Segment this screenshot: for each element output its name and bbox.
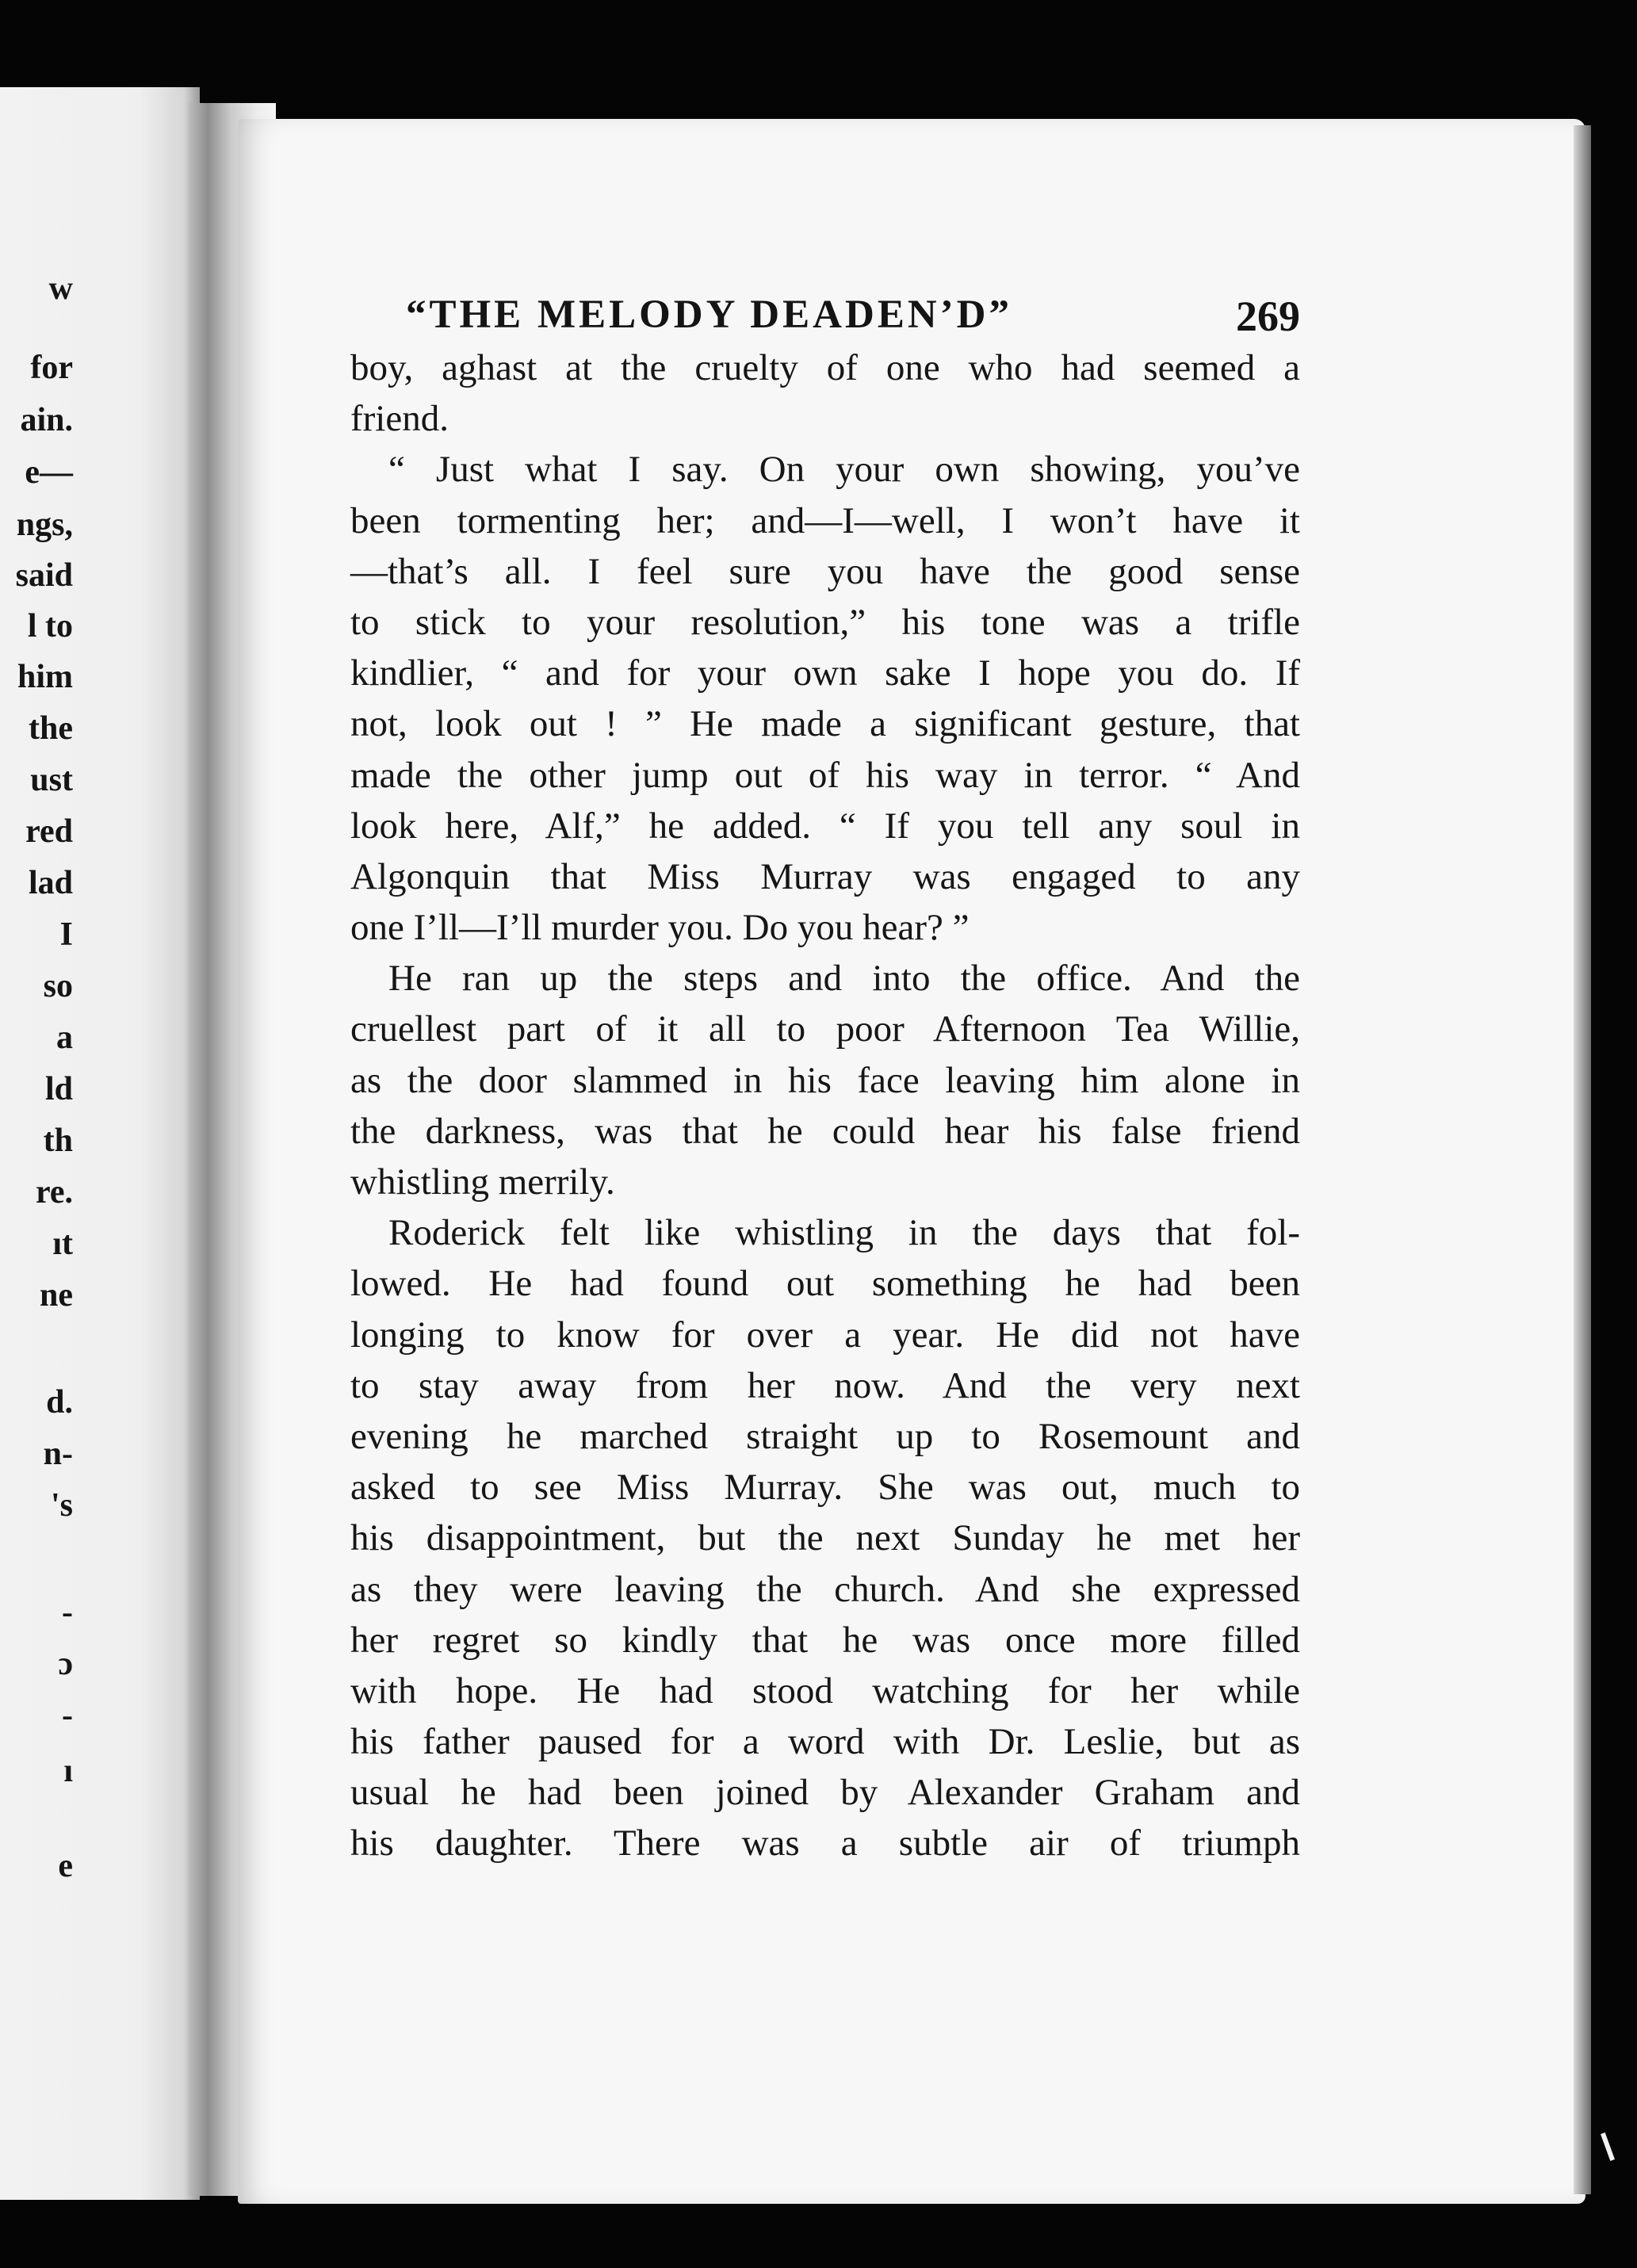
- text-line: —that’s all. I feel sure you have the good sense: [350, 550, 1300, 592]
- text-line: as they were leaving the church. And she expressed: [350, 1568, 1300, 1610]
- text-line: one I’ll—I’ll murder you. Do you hear? ”: [350, 907, 970, 949]
- page-number: 269: [1236, 293, 1300, 340]
- left-page-fragment: re.: [35, 1174, 73, 1210]
- left-page-fragment: ne: [40, 1277, 73, 1314]
- text-line: Algonquin that Miss Murray was engaged to any: [350, 855, 1300, 897]
- left-page-fragment: for: [30, 350, 73, 386]
- left-page: [0, 87, 200, 2200]
- left-page-fragment: I: [59, 916, 73, 953]
- left-page-fragment: d.: [46, 1384, 73, 1421]
- text-line: He ran up the steps and into the office. And the: [388, 958, 1300, 1000]
- left-page-fragment: ɔ: [58, 1646, 73, 1682]
- left-page-fragment: ust: [30, 762, 73, 798]
- text-line: been tormenting her; and—I—well, I won’t have it: [350, 499, 1300, 541]
- left-page-fragment: him: [17, 659, 73, 695]
- running-title: “THE MELODY DEADEN’D”: [406, 293, 1012, 337]
- text-line: friend.: [350, 398, 449, 440]
- left-page-fragment: lad: [28, 865, 73, 901]
- left-page-fragment: said: [15, 557, 73, 594]
- left-page-fragment: the: [29, 710, 73, 747]
- text-line: boy, aghast at the cruelty of one who had seemed a: [350, 347, 1300, 388]
- page-edge-shadow: [1574, 125, 1591, 2194]
- left-page-fragment: -: [62, 1594, 73, 1631]
- text-line: made the other jump out of his way in terror. “ And: [350, 754, 1300, 796]
- text-line: longing to know for over a year. He did not have: [350, 1314, 1300, 1356]
- text-line: lowed. He had found out something he had been: [350, 1263, 1300, 1305]
- left-page-fragment: th: [43, 1123, 73, 1159]
- text-line: his daughter. There was a subtle air of triumph: [350, 1822, 1300, 1865]
- text-line: not, look out ! ” He made a significant gesture, that: [350, 703, 1300, 745]
- left-page-fragment: e: [58, 1848, 73, 1884]
- text-line: cruellest part of it all to poor Afternoon Tea Willie,: [350, 1008, 1300, 1050]
- text-line: asked to see Miss Murray. She was out, much to: [350, 1467, 1300, 1509]
- scan-artifact: [1601, 2132, 1615, 2161]
- page-text-block: [350, 292, 1300, 1869]
- text-line: her regret so kindly that he was once more filled: [350, 1619, 1300, 1661]
- text-line: with hope. He had stood watching for her while: [350, 1669, 1300, 1712]
- left-page-fragment: e—: [25, 454, 73, 491]
- text-line: evening he marched straight up to Rosemount and: [350, 1415, 1300, 1457]
- left-page-fragment: w: [48, 270, 73, 307]
- text-line: “ Just what I say. On your own showing, you’ve: [388, 449, 1300, 491]
- left-page-fragment: n-: [43, 1436, 73, 1472]
- text-line: to stay away from her now. And the very next: [350, 1364, 1300, 1406]
- text-line: look here, Alf,” he added. “ If you tell any soul in: [350, 805, 1300, 847]
- text-line: usual he had been joined by Alexander Graham and: [350, 1772, 1300, 1814]
- left-page-fragment: ı: [63, 1753, 73, 1789]
- text-line: kindlier, “ and for your own sake I hope you do. If: [350, 652, 1300, 694]
- running-head: [350, 292, 1300, 342]
- text-line: whistling merrily.: [350, 1161, 615, 1203]
- left-page-fragment: l to: [27, 608, 73, 644]
- text-line: to stick to your resolution,” his tone was a trifle: [350, 601, 1300, 643]
- left-page-fragment: so: [43, 968, 73, 1004]
- left-page-fragment: ain.: [20, 402, 73, 438]
- left-page-fragment: ld: [44, 1071, 73, 1107]
- left-page-fragment: ıt: [52, 1226, 73, 1262]
- left-page-fragment: -: [62, 1697, 73, 1734]
- text-line: his disappointment, but the next Sunday he met her: [350, 1517, 1300, 1559]
- text-line: Roderick felt like whistling in the days that fol-: [388, 1212, 1300, 1254]
- text-line: the darkness, was that he could hear his false friend: [350, 1110, 1300, 1152]
- left-page-fragment: red: [25, 813, 73, 850]
- left-page-fragment: ngs,: [16, 507, 73, 543]
- left-page-fragment: 's: [50, 1487, 73, 1524]
- text-line: as the door slammed in his face leaving him alone in: [350, 1059, 1300, 1101]
- text-line: his father paused for a word with Dr. Leslie, but as: [350, 1721, 1300, 1763]
- left-page-fragment: a: [56, 1019, 73, 1056]
